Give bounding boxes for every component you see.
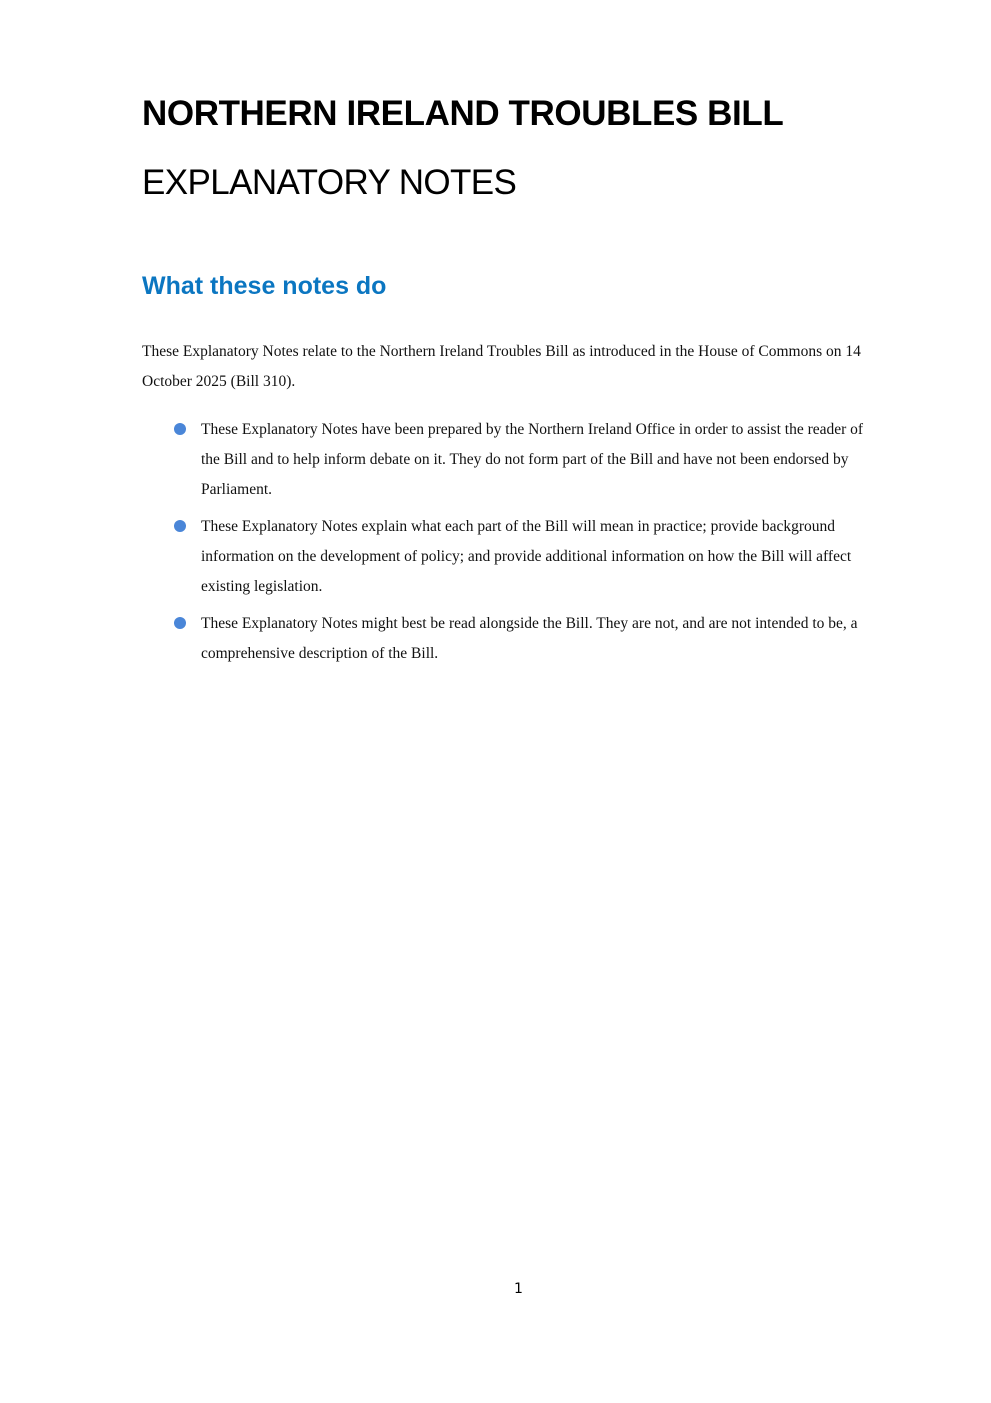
document-subtitle: EXPLANATORY NOTES [142,163,517,202]
intro-paragraph: These Explanatory Notes relate to the Northern Ireland Troubles Bill as introduced in the House of Commons on 14 October 2025 (Bill 310). [142,343,861,390]
page-number: 1 [514,1281,523,1297]
list-item-text: These Explanatory Notes might best be read alongside the Bill. They are not, and are not intended to be, a comprehensive description of the Bill. [201,615,858,662]
document-title: NORTHERN IRELAND TROUBLES BILL [142,94,784,133]
bullet-dot-icon [174,520,186,532]
bullet-dot-icon [174,617,186,629]
list-item [172,512,882,602]
bullet-dot-icon [174,423,186,435]
list-item-text: These Explanatory Notes have been prepared by the Northern Ireland Office in order to assist the reader of the Bill and to help inform debate on it. They do not form part of the Bill and have not been endorsed by Parliament. [201,421,864,498]
list-item [172,609,882,669]
section-heading: What these notes do [142,272,387,300]
bullet-list [172,415,882,676]
list-item [172,415,882,505]
list-item-text: These Explanatory Notes explain what each part of the Bill will mean in practice; provide background information on the development of policy; and provide additional information on how the Bill will affect existing legislation. [201,518,852,595]
